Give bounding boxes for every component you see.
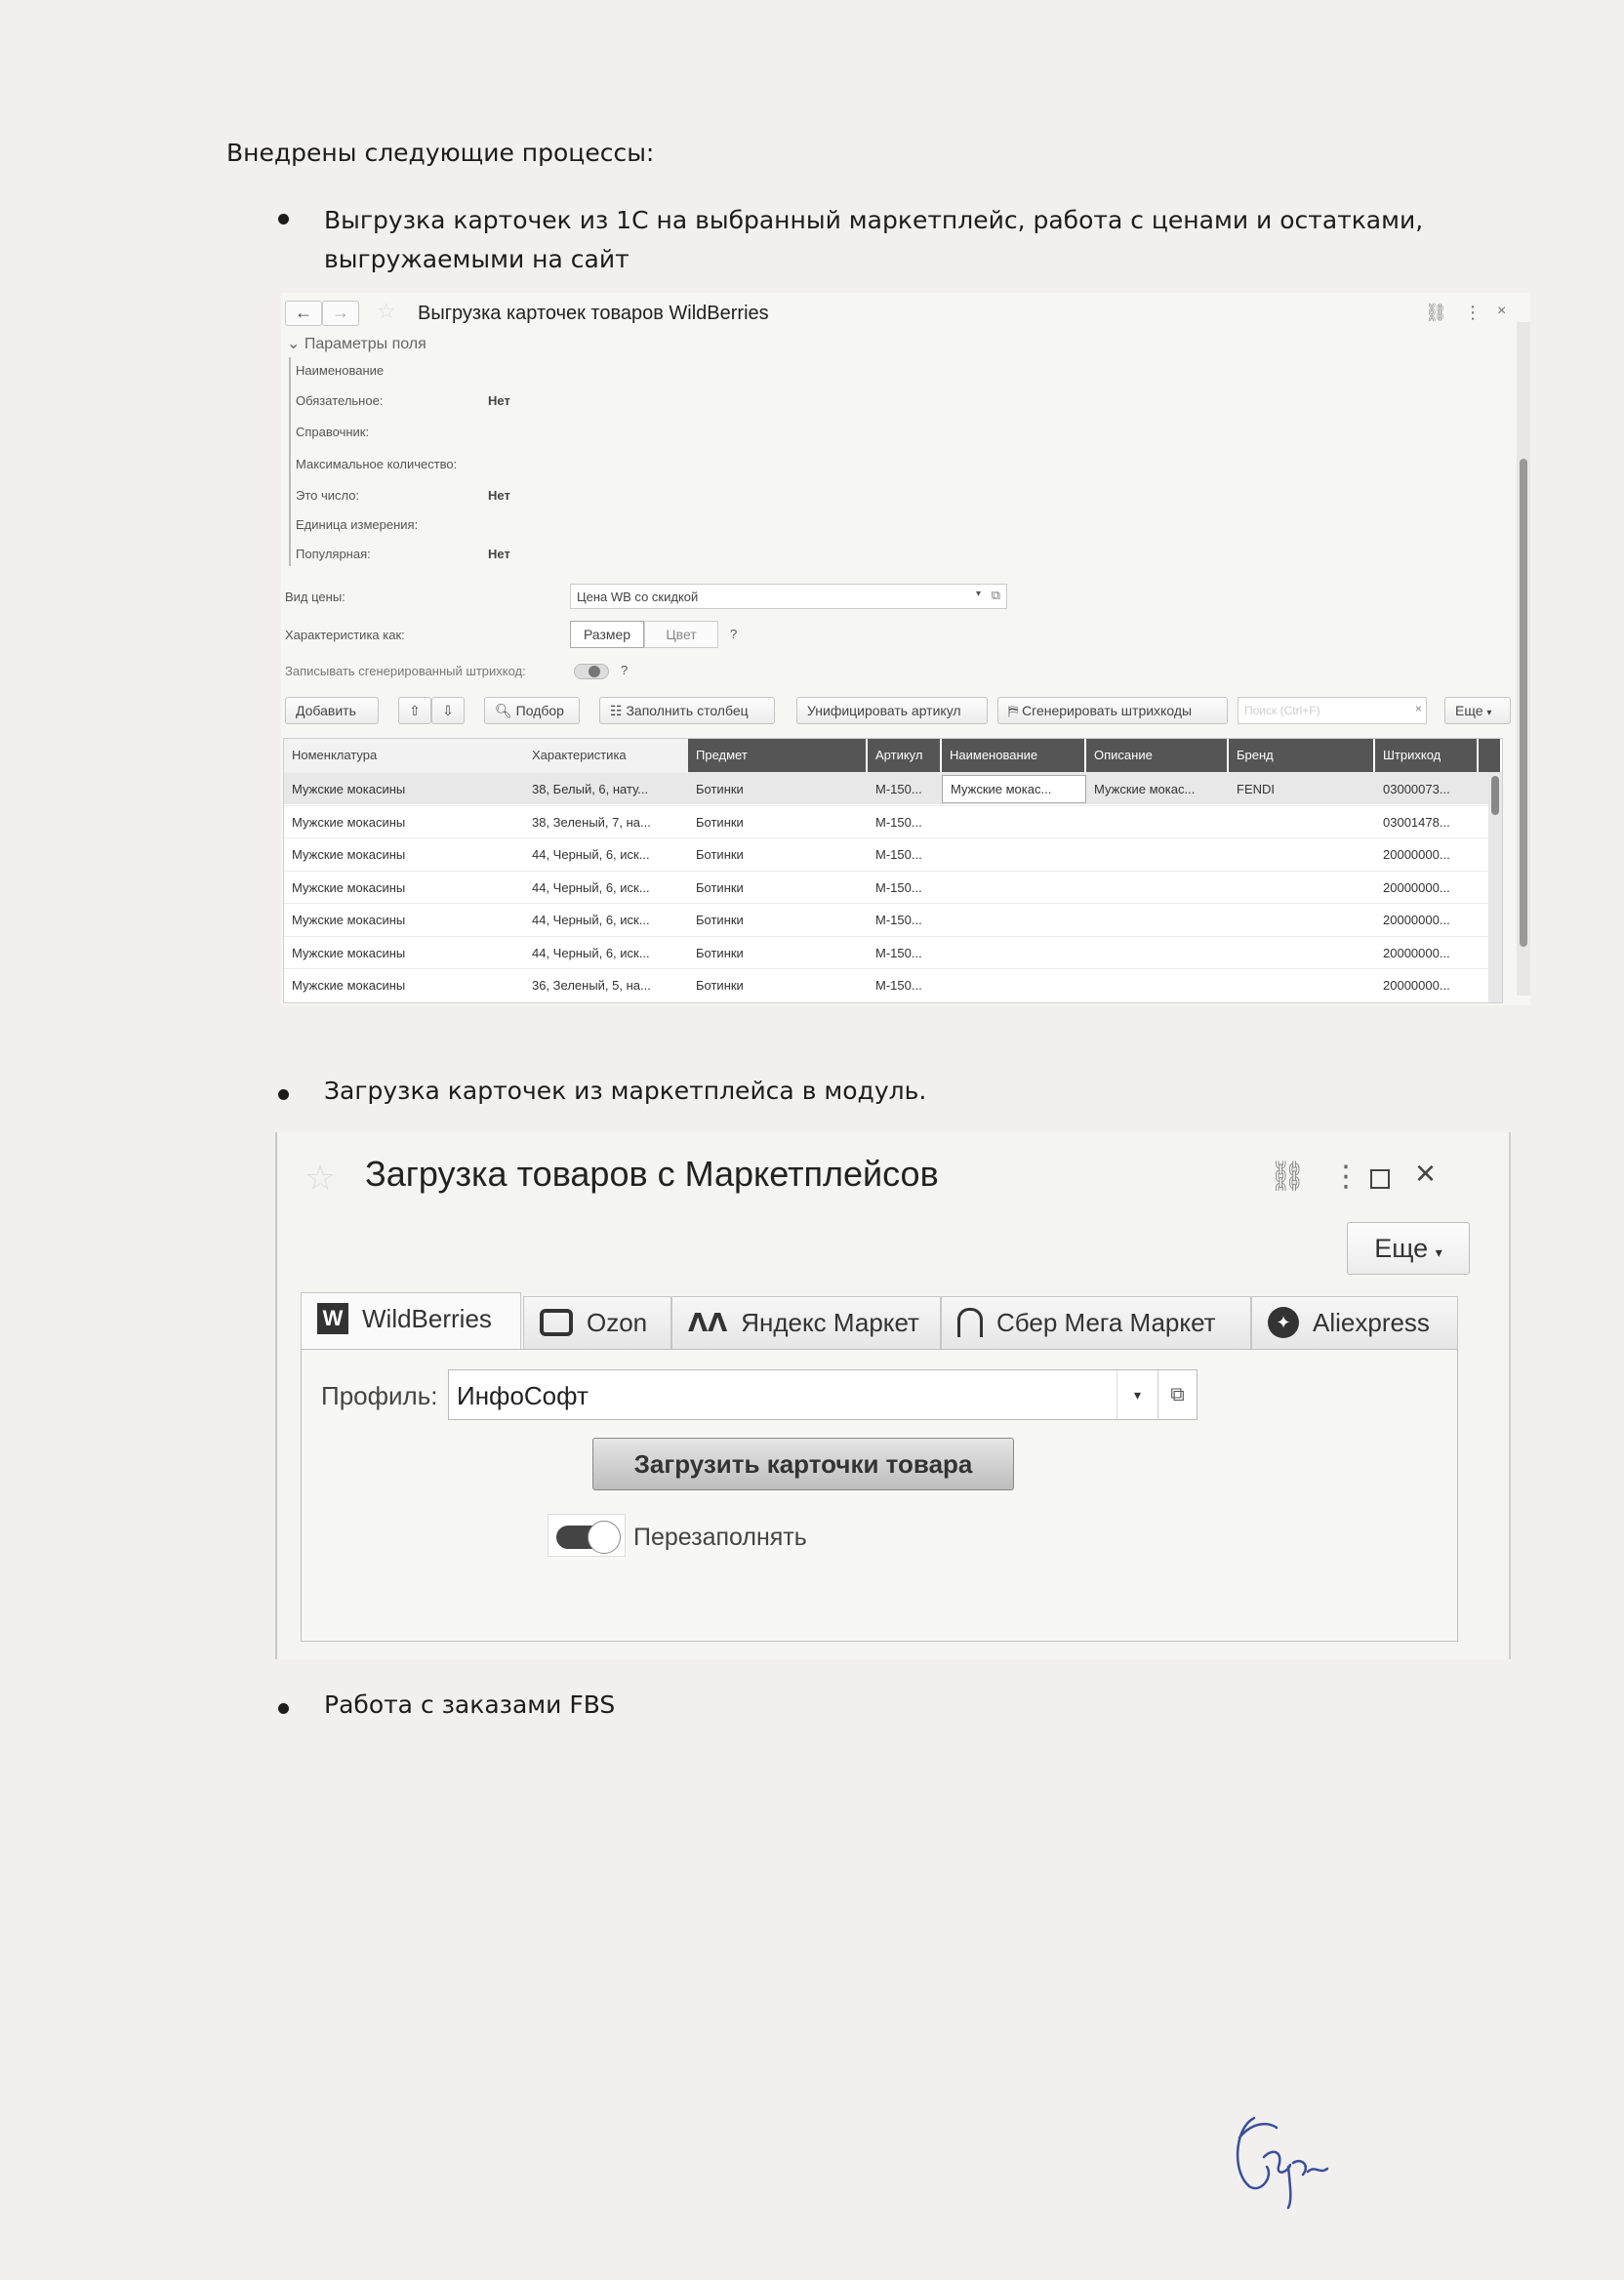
table-cell[interactable]: Мужские мокасины bbox=[292, 782, 406, 796]
clear-search-icon[interactable]: × bbox=[1414, 702, 1422, 715]
table-cell[interactable]: 03000073... bbox=[1383, 782, 1450, 796]
table-cell[interactable]: Мужские мокас... bbox=[942, 775, 1086, 803]
window-title: Выгрузка карточек товаров WildBerries bbox=[418, 303, 769, 324]
table-cell[interactable]: Ботинки bbox=[696, 945, 744, 960]
table-cell[interactable]: Мужские мокасины bbox=[292, 814, 406, 830]
table-scrollbar-thumb[interactable] bbox=[1491, 776, 1499, 815]
table-cell[interactable]: 20000000... bbox=[1383, 945, 1450, 960]
unify-article-button[interactable]: Унифицировать артикул bbox=[796, 697, 988, 724]
table-cell[interactable]: 03001478... bbox=[1383, 814, 1450, 830]
table-cell[interactable]: М-150... bbox=[875, 879, 922, 895]
table-scrollbar[interactable] bbox=[1488, 772, 1502, 1002]
table-cell[interactable]: 44, Черный, 6, иск... bbox=[532, 913, 650, 927]
params-group-line bbox=[289, 357, 291, 566]
bullet-1-text: Выгрузка карточек из 1С на выбранный маркетплейс, работа с ценами и остатками, выгружаемыми на сайт bbox=[324, 206, 1424, 273]
param-label: Справочник: bbox=[296, 425, 370, 439]
table-cell[interactable]: М-150... bbox=[875, 847, 922, 862]
bullet-2-text: Загрузка карточек из маркетплейса в модуль. bbox=[324, 1077, 927, 1105]
param-label: Популярная: bbox=[296, 547, 371, 561]
aliexpress-logo-icon: ✦ bbox=[1268, 1307, 1299, 1338]
bullet-dot bbox=[278, 1089, 289, 1100]
column-header[interactable]: Предмет bbox=[688, 739, 868, 772]
products-table bbox=[283, 738, 1503, 1003]
intro-text: Внедрены следующие процессы: bbox=[226, 139, 655, 167]
table-cell[interactable]: М-150... bbox=[875, 945, 922, 960]
table-cell[interactable] bbox=[942, 969, 1086, 1001]
tab-yandex-market[interactable]: ᐱᐱ Яндекс Маркет bbox=[671, 1296, 941, 1349]
arrow-right-icon: → bbox=[332, 303, 349, 322]
chevron-down-icon: ⌄ bbox=[287, 336, 301, 352]
param-label: Обязательное: bbox=[296, 393, 384, 408]
table-cell[interactable] bbox=[1086, 937, 1229, 969]
table-cell[interactable]: Мужские мокасины bbox=[292, 978, 406, 993]
generate-barcodes-button[interactable]: ⛿ Сгенерировать штрихкоды bbox=[997, 697, 1228, 724]
arrow-down-icon: ⇩ bbox=[442, 703, 454, 718]
tab-sber-mega-market[interactable]: Сбер Мега Маркет bbox=[941, 1296, 1251, 1349]
characteristic-size-option[interactable]: Размер bbox=[570, 621, 644, 648]
table-cell[interactable]: Мужские мокасины bbox=[292, 945, 406, 960]
column-header[interactable]: Наименование bbox=[942, 739, 1086, 772]
table-cell[interactable]: М-150... bbox=[875, 978, 922, 993]
table-cell[interactable]: 20000000... bbox=[1383, 847, 1450, 862]
table-cell[interactable] bbox=[942, 806, 1086, 838]
characteristic-color-option[interactable]: Цвет bbox=[644, 621, 718, 648]
table-cell[interactable] bbox=[1086, 969, 1229, 1001]
table-cell[interactable] bbox=[942, 838, 1086, 871]
arrow-left-icon: ← bbox=[295, 303, 312, 322]
param-label: Это число: bbox=[296, 488, 360, 503]
form-scrollbar-thumb[interactable] bbox=[1520, 459, 1527, 947]
table-row[interactable] bbox=[284, 903, 1502, 935]
params-group-header[interactable]: ⌄ Параметры поля bbox=[287, 336, 426, 352]
search-placeholder: Поиск (Ctrl+F) bbox=[1244, 704, 1320, 717]
table-cell[interactable]: Ботинки bbox=[696, 814, 744, 830]
table-cell[interactable]: Мужские мокасины bbox=[292, 879, 406, 895]
table-cell[interactable]: 44, Черный, 6, иск... bbox=[532, 847, 650, 862]
column-header[interactable]: Номенклатура bbox=[284, 739, 524, 772]
fill-column-button[interactable]: ☷ Заполнить столбец bbox=[599, 697, 775, 724]
profile-select[interactable] bbox=[448, 1369, 1198, 1420]
selection-button[interactable]: 🔍︎ Подбор bbox=[484, 697, 580, 724]
tab-panel bbox=[301, 1349, 1458, 1642]
favorite-star-icon[interactable]: ☆ bbox=[377, 299, 396, 323]
toggle-knob bbox=[589, 666, 600, 677]
close-icon[interactable]: × bbox=[1497, 303, 1507, 319]
open-icon[interactable]: ⧉ bbox=[991, 588, 1000, 602]
open-icon[interactable]: ⧉ bbox=[1157, 1370, 1197, 1419]
link-icon[interactable]: ⛓ bbox=[1269, 1160, 1307, 1193]
table-cell[interactable] bbox=[942, 872, 1086, 904]
table-cell[interactable]: М-150... bbox=[875, 913, 922, 927]
table-cell[interactable]: Ботинки bbox=[696, 978, 744, 993]
table-row[interactable] bbox=[284, 936, 1502, 968]
table-cell[interactable]: 44, Черный, 6, иск... bbox=[532, 879, 650, 895]
tab-wildberries[interactable]: W WildBerries bbox=[301, 1292, 521, 1351]
table-cell[interactable] bbox=[1086, 872, 1229, 904]
tab-aliexpress[interactable]: ✦ Aliexpress bbox=[1251, 1296, 1458, 1349]
table-cell[interactable]: Ботинки bbox=[696, 879, 744, 895]
refill-toggle[interactable] bbox=[548, 1514, 626, 1557]
barcode-icon: ⛿ bbox=[1008, 703, 1019, 718]
characteristic-label: Характеристика как: bbox=[285, 628, 405, 642]
search-icon: 🔍︎ bbox=[495, 703, 512, 718]
table-cell[interactable] bbox=[1229, 872, 1375, 904]
table-cell[interactable] bbox=[1229, 806, 1375, 838]
table-row[interactable] bbox=[284, 805, 1502, 837]
column-header[interactable]: Описание bbox=[1086, 739, 1229, 772]
bullet-dot bbox=[278, 1703, 289, 1714]
bullet-dot bbox=[278, 214, 289, 224]
table-cell[interactable]: Ботинки bbox=[696, 913, 744, 927]
load-cards-button[interactable]: Загрузить карточки товара bbox=[592, 1438, 1014, 1490]
link-icon[interactable]: ⛓ bbox=[1425, 303, 1447, 322]
maximize-icon[interactable] bbox=[1370, 1169, 1390, 1189]
table-cell[interactable]: 38, Белый, 6, нату... bbox=[532, 782, 649, 796]
wildberries-logo-icon: W bbox=[317, 1303, 348, 1334]
table-cell[interactable]: М-150... bbox=[875, 782, 922, 796]
profile-value: ИнфоСофт bbox=[457, 1381, 589, 1410]
chevron-down-icon: ▾ bbox=[1486, 708, 1492, 718]
table-cell[interactable]: Мужские мокасины bbox=[292, 847, 406, 862]
window-title: Загрузка товаров с Маркетплейсов bbox=[365, 1154, 939, 1194]
arrow-up-icon: ⇧ bbox=[409, 703, 421, 718]
close-icon[interactable]: × bbox=[1415, 1153, 1437, 1193]
param-value: Нет bbox=[488, 393, 510, 408]
form-scrollbar[interactable] bbox=[1517, 322, 1530, 996]
dropdown-arrow-icon[interactable]: ▾ bbox=[975, 589, 981, 599]
table-cell[interactable]: 20000000... bbox=[1383, 913, 1450, 927]
table-cell[interactable] bbox=[1086, 838, 1229, 871]
table-cell[interactable] bbox=[942, 904, 1086, 936]
table-cell[interactable]: М-150... bbox=[875, 814, 922, 830]
toggle-knob bbox=[588, 1521, 621, 1554]
search-input[interactable] bbox=[1238, 697, 1427, 724]
table-row[interactable] bbox=[284, 837, 1502, 870]
column-header[interactable]: Характеристика bbox=[524, 739, 688, 772]
table-cell[interactable]: 36, Зеленый, 5, на... bbox=[532, 978, 651, 993]
table-cell[interactable] bbox=[1086, 904, 1229, 936]
table-cell[interactable]: 20000000... bbox=[1383, 879, 1450, 895]
price-type-select[interactable] bbox=[570, 584, 1007, 609]
yandex-market-logo-icon: ᐱᐱ bbox=[688, 1308, 728, 1338]
write-barcode-toggle[interactable] bbox=[574, 664, 609, 679]
back-button[interactable] bbox=[285, 301, 322, 326]
forward-button[interactable] bbox=[322, 301, 359, 326]
price-type-value: Цена WB со скидкой bbox=[577, 590, 699, 604]
more-vert-icon[interactable]: ⋮ bbox=[1331, 1160, 1360, 1193]
tab-ozon[interactable]: Ozon bbox=[523, 1296, 671, 1349]
bullet-3-text: Работа с заказами FBS bbox=[324, 1690, 616, 1719]
table-row[interactable] bbox=[284, 871, 1502, 903]
column-header[interactable]: Бренд bbox=[1229, 739, 1375, 772]
fill-column-icon: ☷ bbox=[610, 703, 623, 718]
more-button[interactable]: Еще ▾ bbox=[1347, 1222, 1470, 1275]
marketplace-import-window bbox=[275, 1132, 1511, 1659]
table-cell[interactable]: Ботинки bbox=[696, 782, 744, 796]
param-label: Наименование bbox=[296, 363, 385, 378]
wildberries-export-window bbox=[281, 293, 1530, 1005]
table-cell[interactable]: FENDI bbox=[1237, 782, 1275, 796]
table-cell[interactable]: Ботинки bbox=[696, 847, 744, 862]
favorite-star-icon[interactable]: ☆ bbox=[304, 1158, 337, 1198]
table-cell[interactable]: 20000000... bbox=[1383, 978, 1450, 993]
move-up-button[interactable] bbox=[398, 697, 431, 724]
move-down-button[interactable] bbox=[431, 697, 465, 724]
table-cell[interactable]: Мужские мокас... bbox=[1094, 782, 1196, 796]
write-barcode-label: Записывать сгенерированный штрихкод: bbox=[285, 664, 526, 678]
column-header[interactable]: Артикул bbox=[868, 739, 942, 772]
table-cell[interactable]: Мужские мокасины bbox=[292, 913, 406, 927]
price-type-label: Вид цены: bbox=[285, 590, 345, 604]
more-button[interactable]: Еще ▾ bbox=[1444, 697, 1511, 724]
column-header-more[interactable] bbox=[1479, 739, 1502, 772]
refill-label: Перезаполнять bbox=[633, 1524, 807, 1551]
add-button[interactable]: Добавить bbox=[285, 697, 379, 724]
table-cell[interactable] bbox=[1086, 806, 1229, 838]
profile-label: Профиль: bbox=[321, 1381, 438, 1410]
ozon-logo-icon bbox=[540, 1309, 573, 1336]
characteristic-help-icon[interactable]: ? bbox=[730, 627, 738, 641]
table-row[interactable] bbox=[284, 968, 1502, 1000]
table-cell[interactable] bbox=[1229, 838, 1375, 871]
write-barcode-help-icon[interactable]: ? bbox=[621, 663, 629, 677]
table-cell[interactable]: 44, Черный, 6, иск... bbox=[532, 945, 650, 960]
table-cell[interactable] bbox=[942, 937, 1086, 969]
table-cell[interactable] bbox=[1229, 904, 1375, 936]
param-label: Единица измерения: bbox=[296, 517, 419, 532]
chevron-down-icon: ▾ bbox=[1435, 1244, 1442, 1260]
dropdown-arrow-icon[interactable]: ▾ bbox=[1116, 1370, 1157, 1419]
param-value: Нет bbox=[488, 547, 510, 561]
shopping-bag-icon bbox=[957, 1308, 983, 1337]
table-cell[interactable] bbox=[1229, 937, 1375, 969]
table-cell[interactable] bbox=[1229, 969, 1375, 1001]
handwritten-signature bbox=[1220, 2098, 1347, 2216]
column-header[interactable]: Штрихкод bbox=[1375, 739, 1479, 772]
table-row[interactable] bbox=[284, 772, 1502, 804]
param-label: Максимальное количество: bbox=[296, 457, 458, 471]
more-vert-icon[interactable]: ⋮ bbox=[1464, 303, 1482, 322]
param-value: Нет bbox=[488, 488, 510, 503]
table-cell[interactable]: 38, Зеленый, 7, на... bbox=[532, 814, 651, 830]
